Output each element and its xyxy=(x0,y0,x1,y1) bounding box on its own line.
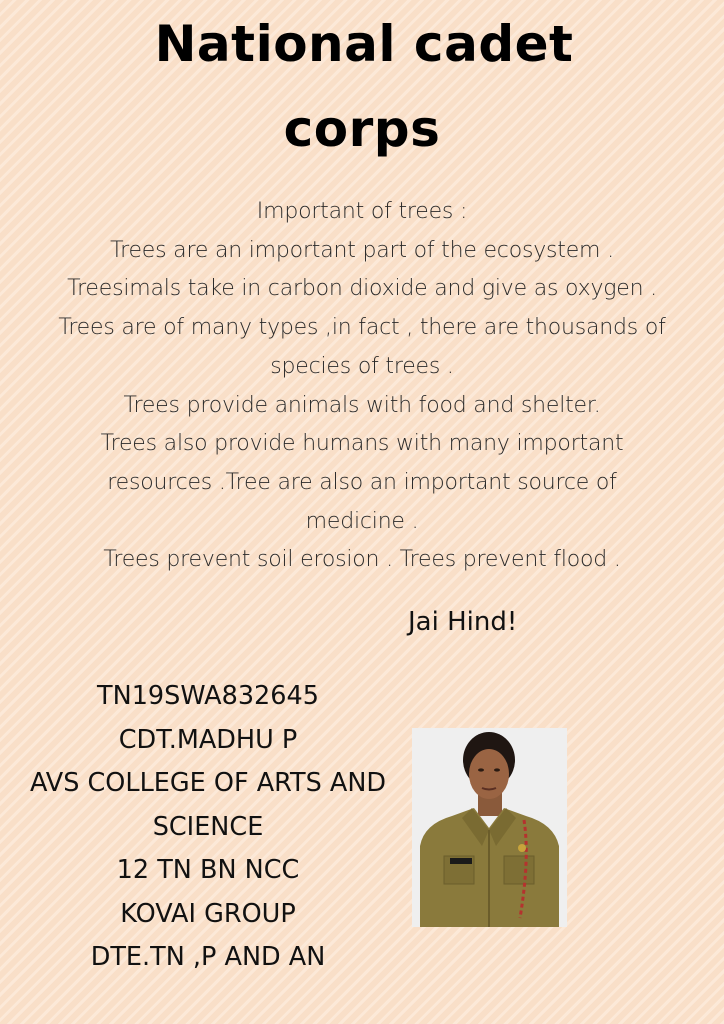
directorate: DTE.TN ,P AND AN xyxy=(90,942,326,972)
body-line: Trees also provide humans with many important xyxy=(100,431,624,457)
poster-title xyxy=(0,14,724,159)
body-line: Trees prevent soil erosion . Trees prevent flood . xyxy=(103,547,621,573)
cadet-details xyxy=(6,675,410,980)
college-line-2: SCIENCE xyxy=(152,811,264,842)
body-line-heading: Important of trees : xyxy=(256,199,468,224)
cadet-id: TN19SWA832645 xyxy=(97,681,319,711)
cadet-photo xyxy=(412,728,567,927)
college-line-1: AVS COLLEGE OF ARTS AND xyxy=(29,768,387,798)
body-line: medicine . xyxy=(305,508,419,534)
body-line: Trees provide animals with food and shelter. xyxy=(123,392,601,418)
title-line-2: corps xyxy=(283,100,441,158)
body-line: resources .Tree are also an important source of xyxy=(107,469,617,495)
body-line: Trees are an important part of the ecosystem . xyxy=(110,237,614,263)
body-line: Trees are of many types ,in fact , there are thousands of xyxy=(58,315,666,341)
closing-salute: Jai Hind! xyxy=(408,607,518,637)
trees-paragraph xyxy=(0,193,724,580)
group: KOVAI GROUP xyxy=(120,898,296,929)
body-line: Treesimals take in carbon dioxide and give as oxygen . xyxy=(67,276,657,302)
body-line: species of trees . xyxy=(270,353,454,379)
cadet-name: CDT.MADHU P xyxy=(118,724,298,755)
cadet-portrait-illustration xyxy=(412,728,567,927)
title-line-1: National cadet xyxy=(154,15,574,73)
battalion: 12 TN BN NCC xyxy=(116,855,300,885)
